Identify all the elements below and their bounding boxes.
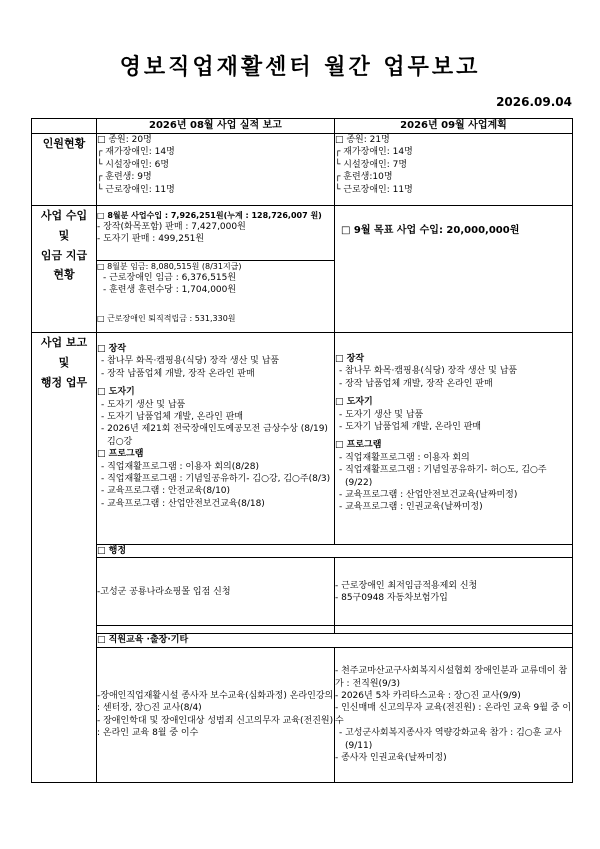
staff-plan-line: ┌ 훈련생:10명 bbox=[335, 172, 393, 183]
staff-report-cell bbox=[97, 134, 335, 206]
corner-cell bbox=[32, 119, 97, 134]
plan-item: - 직업재활프로그램 : 이용자 회의 bbox=[339, 452, 470, 463]
plan-item: - 도자기 생산 및 납품 bbox=[339, 409, 424, 420]
business-label bbox=[32, 333, 97, 783]
section-title-firewood: □ 장작 bbox=[335, 354, 365, 364]
plan-item: - 도자기 납품업체 개발, 온라인 판매 bbox=[339, 422, 482, 433]
report-item: - 교육프로그램 : 안전교육(8/10) bbox=[101, 486, 231, 497]
admin-section-title: □ 행정 bbox=[97, 545, 573, 558]
training-plan-item: - 종사자 인권교육(날짜미정) bbox=[335, 753, 447, 764]
income-sales-row bbox=[32, 206, 573, 261]
training-plan-item: - 2026년 5차 카리타스교육 : 장○진 교사(9/9) bbox=[335, 691, 521, 701]
staff-plan-cell bbox=[335, 134, 573, 206]
spacer-row bbox=[32, 626, 573, 634]
retirement-reserve: □ 근로장애인 퇴직적립금 : 531,330원 bbox=[97, 313, 236, 323]
wages-item: - 훈련생 훈련수당 : 1,704,000원 bbox=[103, 285, 237, 296]
business-report-cell bbox=[97, 333, 335, 545]
report-column-header: 2026년 08월 사업 실적 보고 bbox=[97, 119, 335, 134]
plan-item: - 교육프로그램 : 산업안전보건교육(날짜미정) bbox=[339, 490, 518, 501]
admin-report-item: -고성군 공룡나라쇼핑몰 입점 신청 bbox=[97, 586, 231, 597]
business-plan-cell bbox=[335, 333, 573, 545]
staff-plan-line: └ 근로장애인: 11명 bbox=[335, 184, 413, 195]
admin-plan-item: - 85구0948 자동차보험가입 bbox=[335, 592, 448, 603]
training-title-row bbox=[32, 634, 573, 647]
income-label-line: 현황 bbox=[53, 268, 75, 282]
sales-item: - 장작(화목포함) 판매 : 7,427,000원 bbox=[97, 222, 246, 233]
report-item: - 교육프로그램 : 산업안전보건교육(8/18) bbox=[101, 498, 265, 509]
admin-plan-item: - 근로장애인 최저임금적용제외 신청 bbox=[335, 580, 478, 591]
wages-item: - 근로장애인 임금 : 6,376,515원 bbox=[103, 273, 237, 284]
business-label-line: 및 bbox=[58, 355, 70, 369]
page-title: 영보직업재활센터 월간 업무보고 bbox=[119, 55, 481, 80]
report-date: 2026.09.04 bbox=[496, 95, 572, 109]
wages-total: □ 8월분 임금: 8,080,515원 (8/31지급) bbox=[97, 262, 242, 271]
plan-item: - 직업재활프로그램 : 기념일공유하기- 허○도, 김○주(9/22) bbox=[339, 465, 547, 488]
spacer-cell bbox=[97, 626, 335, 634]
staff-plan-line: ┌ 재가장애인: 14명 bbox=[335, 147, 413, 158]
training-report-item: - 장애인학대 및 장애인대상 성범죄 신고의무자 교육(전진원) : 온라인 교육 8월 중 이수 bbox=[97, 715, 334, 739]
header-row bbox=[32, 119, 573, 134]
staff-report-line: □ 종원: 20명 bbox=[97, 135, 152, 145]
training-plan-cell bbox=[335, 647, 573, 782]
plan-column-header: 2026년 09월 사업계획 bbox=[335, 119, 573, 134]
report-table bbox=[31, 118, 573, 783]
staff-label: 인원현황 bbox=[32, 134, 97, 206]
spacer-cell bbox=[335, 626, 573, 634]
section-title-firewood: □ 장작 bbox=[97, 344, 127, 354]
staff-report-line: └ 근로장애인: 11명 bbox=[97, 184, 175, 195]
income-wages-cell bbox=[97, 261, 335, 333]
report-item: - 장작 납품업체 개발, 장작 온라인 판매 bbox=[101, 368, 255, 379]
training-plan-item: - 인신매매 신고의무자 교육(전진원) : 온라인 교육 9월 중 이수 bbox=[335, 703, 572, 726]
sales-total: □ 8월분 사업수입 : 7,926,251원(누계 : 128,726,007 원) bbox=[97, 211, 322, 220]
report-item: - 도자기 생산 및 납품 bbox=[101, 399, 186, 410]
staff-report-line: ┌ 훈련생: 9명 bbox=[97, 172, 152, 183]
report-item: - 직업재활프로그램 : 이용자 회의(8/28) bbox=[101, 461, 259, 472]
income-plan-cell bbox=[335, 206, 573, 333]
staff-row bbox=[32, 134, 573, 206]
plan-item: - 교육프로그램 : 인권교육(날짜미정) bbox=[339, 502, 483, 513]
report-item: - 참나무 화목·캠핑용(식당) 장작 생산 및 납품 bbox=[101, 356, 280, 367]
staff-plan-line: □ 종원: 21명 bbox=[335, 135, 390, 145]
staff-report-line: ┌ 재가장애인: 14명 bbox=[97, 147, 175, 158]
training-report-item: -장애인직업재활시설 종사자 보수교육(심화과정) 온라인강의 : 센터장, 장○진 교사(8/4) bbox=[97, 691, 334, 714]
staff-plan-line: └ 시설장애인: 7명 bbox=[335, 159, 408, 170]
admin-plan-cell bbox=[335, 558, 573, 626]
section-title-pottery: □ 도자기 bbox=[335, 397, 373, 408]
section-title-program: □ 프로그램 bbox=[97, 449, 144, 460]
plan-income-goal: □ 9월 목표 사업 수입: 20,000,000원 bbox=[341, 225, 520, 236]
admin-title-row bbox=[32, 545, 573, 558]
plan-item: - 참나무 화목·캠핑용(식당) 장작 생산 및 납품 bbox=[339, 366, 518, 377]
training-section-title: □ 직원교육 ·출장·기타 bbox=[97, 634, 573, 647]
training-plan-item: - 천주교마산교구사회복지시설협회 장애인분과 교류데이 참가 : 전직원(9/3) bbox=[335, 666, 568, 689]
training-plan-item: - 고성군사회복지종사자 역량강화교육 참가 : 김○훈 교사(9/11) bbox=[339, 728, 562, 751]
training-row bbox=[32, 647, 573, 782]
business-label-line: 행정 업무 bbox=[40, 375, 88, 389]
income-label-line: 및 bbox=[58, 228, 70, 242]
admin-row bbox=[32, 558, 573, 626]
business-label-line: 사업 보고 bbox=[40, 336, 88, 349]
business-main-row bbox=[32, 333, 573, 545]
report-item: - 직업재활프로그램 : 기념일공유하기- 김○강, 김○주(8/3) bbox=[101, 474, 331, 485]
income-label bbox=[32, 206, 97, 333]
income-label-line: 임금 지급 bbox=[40, 248, 88, 262]
income-label-line: 사업 수입 bbox=[40, 209, 88, 222]
sales-item: - 도자기 판매 : 499,251원 bbox=[97, 234, 205, 245]
section-title-pottery: □ 도자기 bbox=[97, 387, 135, 398]
training-report-cell bbox=[97, 647, 335, 782]
admin-report-cell bbox=[97, 558, 335, 626]
income-sales-cell bbox=[97, 206, 335, 261]
section-title-program: □ 프로그램 bbox=[335, 440, 382, 451]
report-item: - 도자기 납품업체 개발, 온라인 판매 bbox=[101, 412, 244, 423]
report-item: - 2026년 제21회 전국장애인도예공모전 금상수상 (8/19) 김○강 bbox=[101, 424, 328, 447]
plan-item: - 장작 납품업체 개발, 장작 온라인 판매 bbox=[339, 378, 493, 389]
staff-report-line: └ 시설장애인: 6명 bbox=[97, 159, 170, 170]
